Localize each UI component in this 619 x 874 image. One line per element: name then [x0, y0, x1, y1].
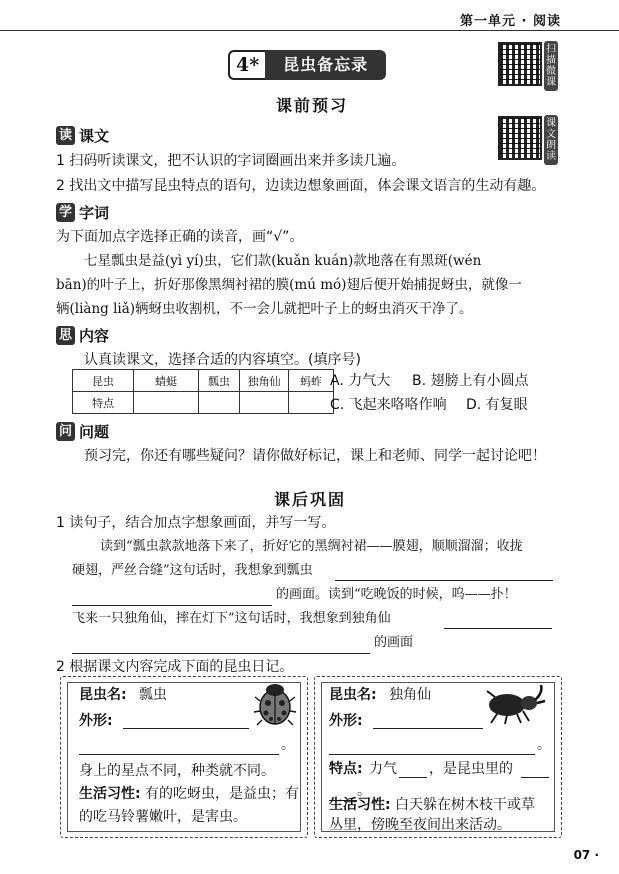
beetle-trait-label: 特点:: [329, 761, 363, 777]
table-row-traits: [73, 392, 334, 414]
table-row-insects: [73, 370, 334, 392]
q1-line-5: 的画面: [374, 635, 414, 650]
q1-line-4: 飞来一只独角仙，摔在灯下”这句话时，我想象到独角仙: [72, 611, 391, 626]
beetle-name: 独角仙: [389, 687, 431, 703]
beetle-habit-b: 丛里，傍晚至夜间出来活动。: [329, 817, 511, 833]
read-label: 课文: [79, 127, 110, 145]
passage-line-3: 辆(liàng liǎ)辆蚜虫收割机，不一会儿就把叶子上的蚜虫消灭干净了。: [56, 301, 473, 317]
table-cell-insect: 独角仙: [240, 370, 289, 392]
ladybug-name-label: 昆虫名:: [79, 687, 127, 703]
qr-tab-recitation: 课文朗读: [544, 115, 558, 165]
ladybug-name: 瓢虫: [139, 687, 167, 703]
option-a: A. 力气大: [330, 373, 391, 389]
beetle-habit-label: 生活习性:: [329, 797, 391, 813]
table-answer-cell[interactable]: [199, 392, 240, 414]
q1-line-1: 读到“瓢虫款款地落下来了，折好它的黑绸衬裙——膜翅，顺顺溜溜；收拢: [100, 539, 523, 554]
passage-line-1: 七星瓢虫是益(yì yí)虫，它们款(kuǎn kuán)款地落在有黑斑(wén: [84, 253, 482, 269]
beetle-trait-blank-2[interactable]: [521, 761, 549, 778]
ladybug-trait: 身上的星点不同，种类就不同。: [79, 763, 275, 779]
preview-heading: 课前预习: [276, 96, 349, 115]
beetle-shape-blank-2[interactable]: [329, 738, 535, 755]
rhinoceros-beetle-icon: [483, 681, 547, 725]
qr-code-microlesson[interactable]: [498, 42, 542, 86]
think-instruction: 认真读课文，选择合适的内容填空。(填序号): [84, 352, 361, 368]
q1-line-3: 的画面。读到“吃晚饭的时候，呜——扑！: [276, 587, 517, 602]
q1-title: 1 读句子，结合加点字想象画面，并写一写。: [56, 515, 336, 531]
diary-card-beetle: [314, 676, 562, 838]
qr-tab-microlesson: 扫描微课: [544, 41, 558, 91]
read-icon: 读: [56, 126, 75, 145]
ladybug-habit-label: 生活习性:: [79, 786, 141, 802]
beetle-trait-a: 力气: [369, 761, 397, 777]
table-answer-cell[interactable]: [134, 392, 199, 414]
q1-answer-blank-2b[interactable]: [72, 637, 370, 654]
learn-section-tag: [56, 202, 109, 223]
beetle-trait-period: 。: [357, 783, 371, 799]
beetle-trait-blank-1[interactable]: [399, 761, 427, 778]
ladybug-icon: [253, 679, 297, 727]
option-b: B. 翅膀上有小圆点: [412, 373, 529, 389]
ladybug-shape-period: 。: [281, 737, 295, 753]
think-icon: 思: [56, 326, 75, 345]
learn-icon: 学: [56, 203, 75, 222]
ladybug-habit-b: 的吃马铃薯嫩叶，是害虫。: [79, 809, 247, 825]
beetle-name-label: 昆虫名:: [329, 687, 377, 703]
q1-line-2: 硬翅，严丝合缝”这句话时，我想象到瓢虫: [72, 563, 313, 578]
ladybug-shape-blank-2[interactable]: [79, 738, 279, 755]
ask-label: 问题: [79, 423, 110, 441]
unit-header: 第一单元 · 阅读: [460, 14, 561, 29]
table-answer-cell[interactable]: [240, 392, 289, 414]
read-item-2: 2 找出文中描写昆虫特点的语句，边读边想象画面，体会课文语言的生动有趣。: [56, 178, 546, 194]
lesson-title: 昆虫备忘录: [265, 50, 386, 80]
diary-card-ladybug: [60, 676, 308, 838]
think-section-tag: [56, 325, 109, 346]
lesson-title-badge: [228, 50, 386, 80]
beetle-shape-period: 。: [537, 737, 551, 753]
ask-text: 预习完，你还有哪些疑问？请你做好标记，课上和老师、同学一起讨论吧！: [84, 448, 546, 464]
beetle-shape-blank-1[interactable]: [373, 712, 483, 729]
table-cell-insect: 蚂蚱: [289, 370, 334, 392]
q1-answer-blank-2a[interactable]: [444, 612, 552, 629]
lesson-number: 4*: [228, 50, 265, 80]
review-heading: 课后巩固: [274, 490, 347, 509]
table-header-trait: 特点: [73, 392, 134, 414]
beetle-trait-b: ，是昆虫里的: [429, 761, 513, 777]
table-header-insect: 昆虫: [73, 370, 134, 392]
table-cell-insect: 蜻蜓: [134, 370, 199, 392]
read-item-1: 1 扫码听读课文，把不认识的字词圈画出来并多读几遍。: [56, 153, 406, 169]
ladybug-shape-label: 外形:: [79, 713, 113, 729]
table-cell-insect: 瓢虫: [199, 370, 240, 392]
ask-section-tag: [56, 421, 109, 442]
read-section-tag: [56, 125, 109, 146]
header-divider: [0, 30, 619, 31]
qr-code-recitation[interactable]: [498, 116, 542, 160]
table-answer-cell[interactable]: [289, 392, 334, 414]
option-d: D. 有复眼: [466, 397, 528, 413]
page-number: 07 ·: [573, 848, 599, 862]
ladybug-habit-a: 有的吃蚜虫，是益虫；有: [145, 786, 299, 802]
passage-line-2: bān)的叶子上，折好那像黑绸衬裙的膜(mú mó)翅后便开始捕捉蚜虫，就像一: [56, 277, 522, 293]
q1-answer-blank-1b[interactable]: [72, 589, 272, 606]
learn-instruction: 为下面加点字选择正确的读音，画“√”。: [56, 229, 304, 245]
insect-trait-table: [72, 369, 334, 414]
learn-label: 字词: [79, 204, 110, 222]
ladybug-shape-blank-1[interactable]: [123, 712, 249, 729]
q1-answer-blank-1a[interactable]: [335, 564, 553, 581]
ask-icon: 问: [56, 422, 75, 441]
beetle-habit-a: 白天躲在树木枝干或草: [395, 797, 535, 813]
q2-title: 2 根据课文内容完成下面的昆虫日记。: [56, 659, 294, 675]
beetle-shape-label: 外形:: [329, 713, 363, 729]
think-label: 内容: [79, 327, 110, 345]
option-c: C. 飞起来咯咯作响: [330, 397, 447, 413]
